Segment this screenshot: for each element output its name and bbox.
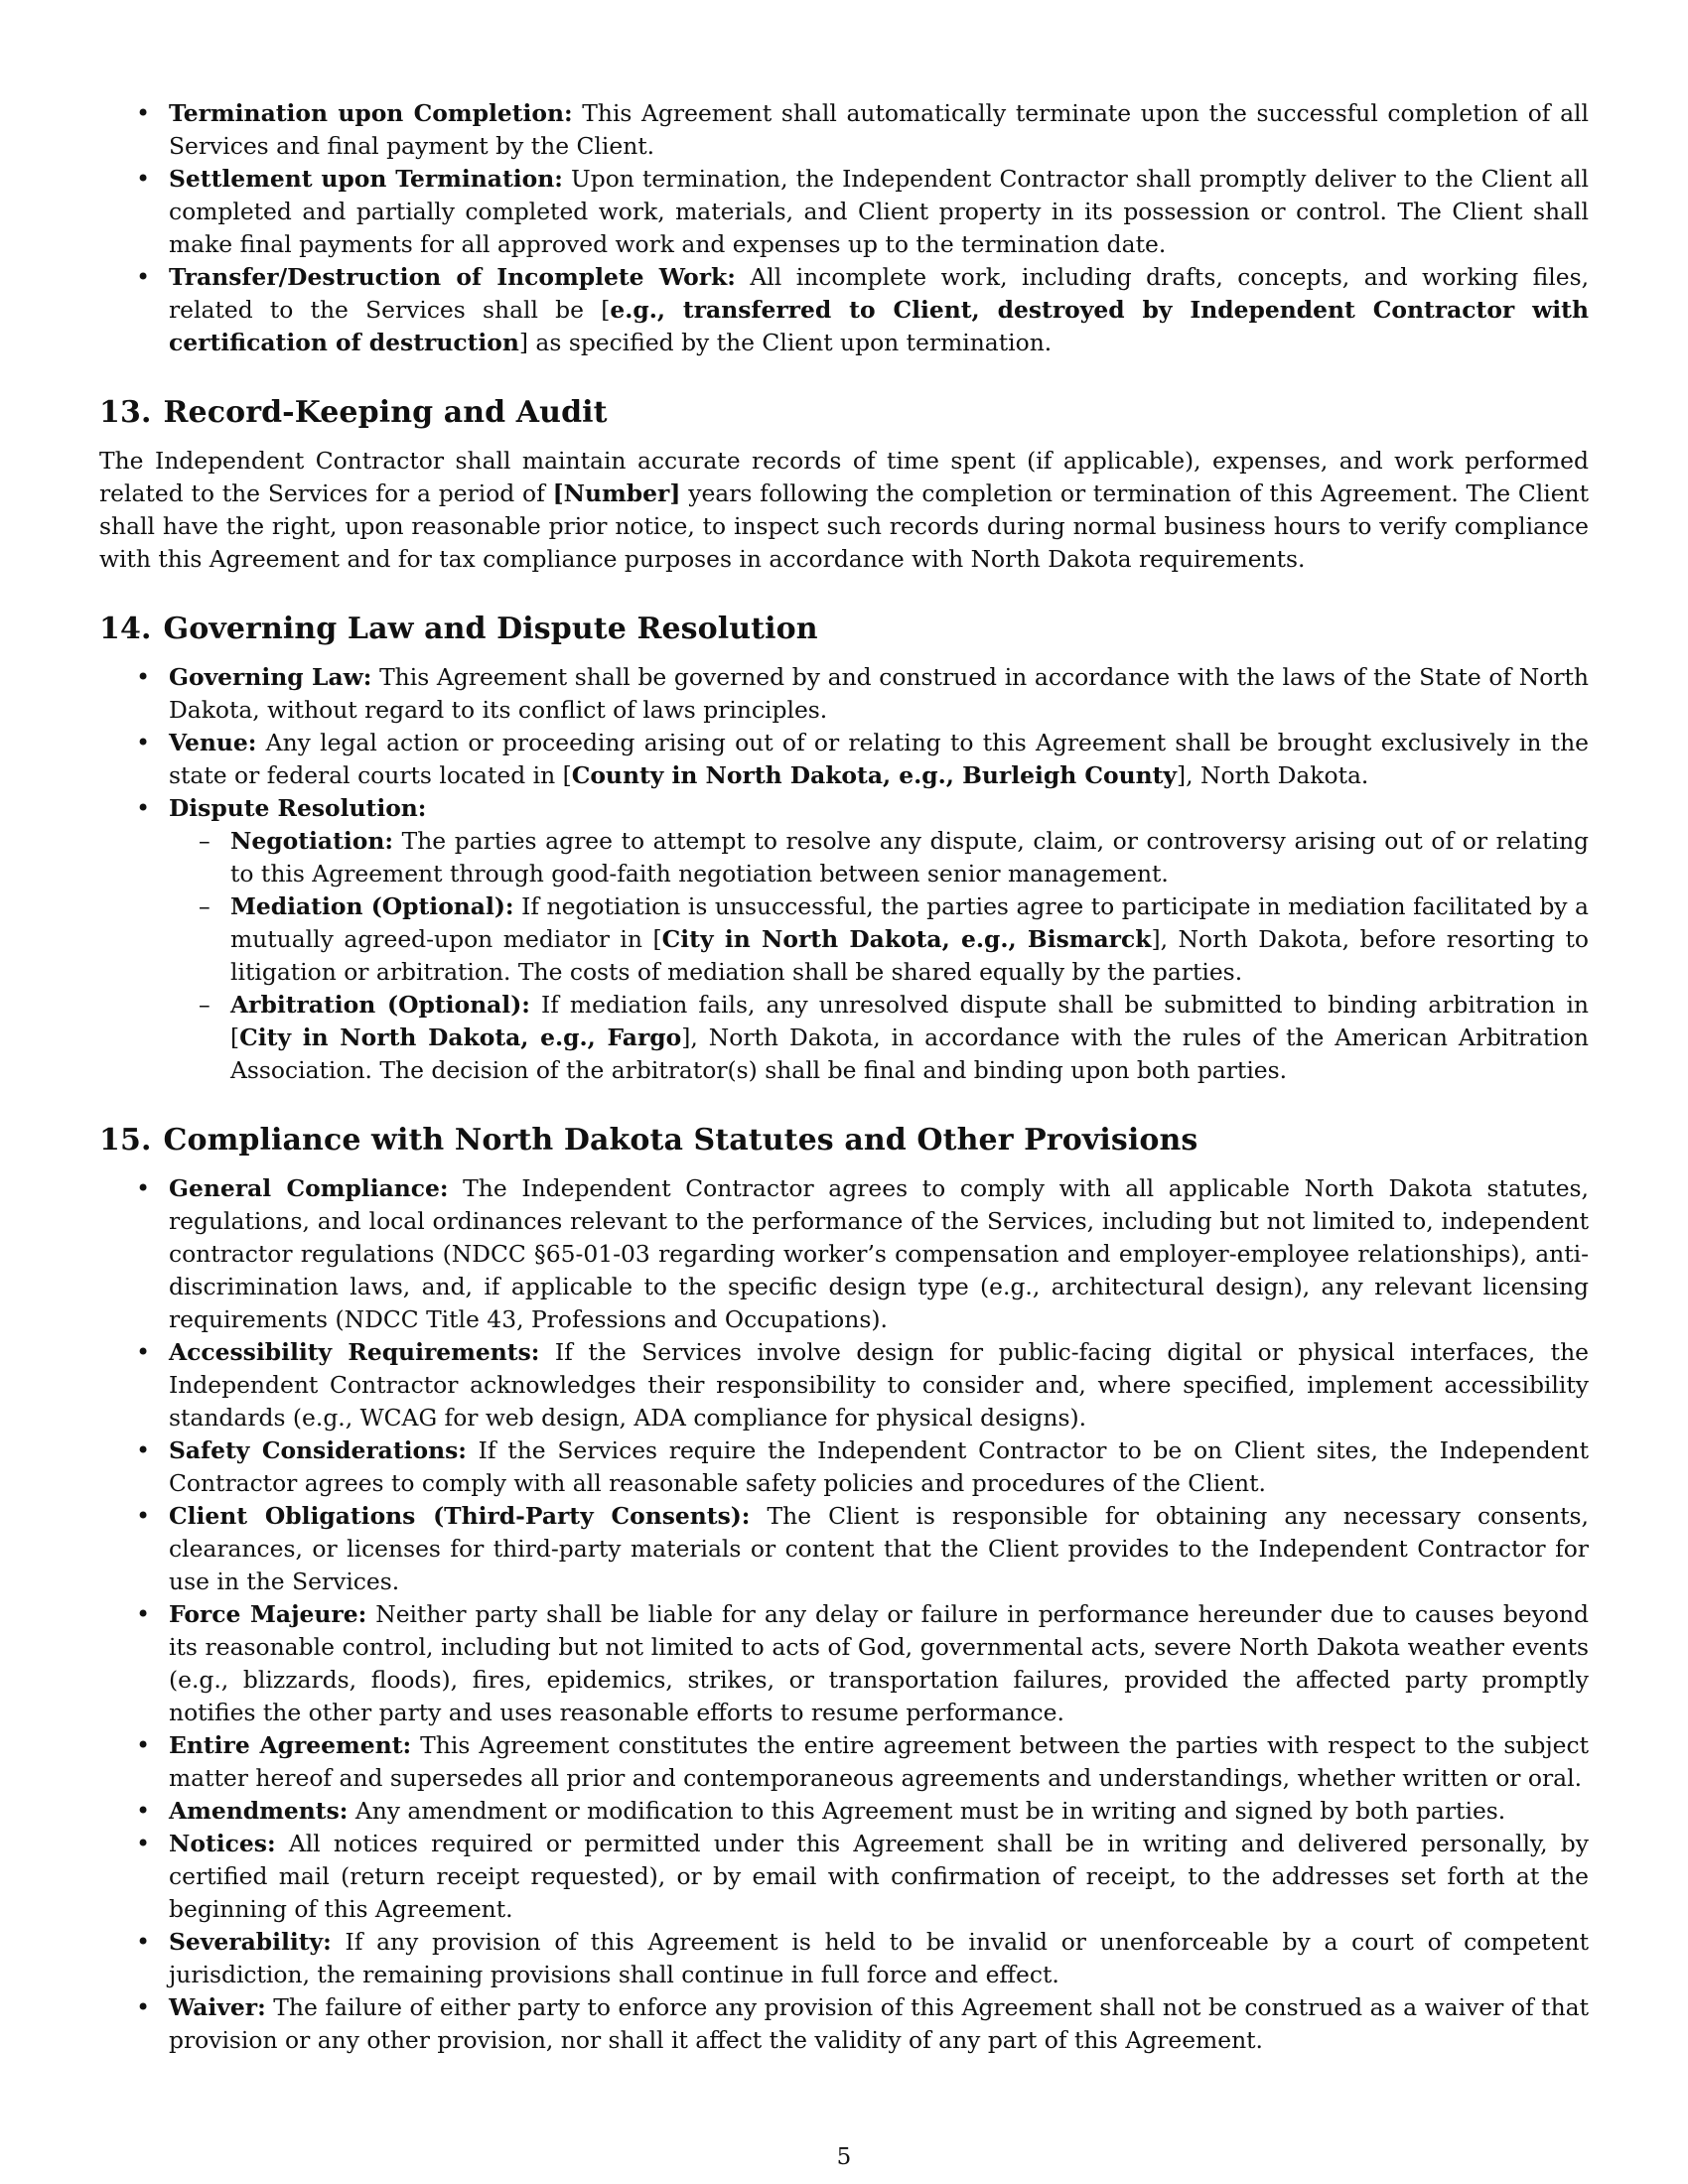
- section-title: Governing Law and Dispute Resolution: [163, 612, 818, 646]
- item-text: The failure of either party to enforce any provision of this Agreement shall not be construed as a waiver of that provision or any other provision, nor shall it affect the validity of any part of this Agreement.: [169, 1993, 1589, 2054]
- section-number: 15.: [99, 1123, 152, 1158]
- item-term: Entire Agreement:: [169, 1731, 412, 1759]
- item-text: If the Services require the Independent Contractor to be on Client sites, the Independent Contractor agrees to comply with all reasonable safety policies and procedures of the Client.: [169, 1436, 1589, 1497]
- section-14-heading: [99, 612, 1589, 647]
- item-text: If any provision of this Agreement is held to be invalid or unenforceable by a court of competent jurisdiction, the remaining provisions shall continue in full force and effect.: [169, 1928, 1589, 1988]
- item-text-after: ] as specified by the Client upon termination.: [518, 329, 1053, 356]
- item-term: Client Obligations (Third-Party Consents):: [169, 1502, 751, 1530]
- paragraph-placeholder: [Number]: [552, 479, 681, 507]
- list-item: [99, 727, 1589, 792]
- item-text: All notices required or permitted under this Agreement shall be in writing and delivered personally, by certified mail (return receipt requested), or by email with confirmation of receipt, to the addresses set forth at the beginning of this Agreement.: [169, 1830, 1589, 1923]
- item-text: The Independent Contractor agrees to comply with all applicable North Dakota statutes, regulations, and local ordinances relevant to the performance of the Services, including but not limited to, independent contractor regulations (NDCC §65-01-03 regarding worker’s compensation and employer-employee relationships), anti-discrimination laws, and, if applicable to the specific design type (e.g., architectural design), any relevant licensing requirements (NDCC Title 43, Professions and Occupations).: [169, 1174, 1589, 1333]
- section-15-heading: [99, 1123, 1589, 1159]
- item-term: Force Majeure:: [169, 1600, 367, 1628]
- section-number: 13.: [99, 395, 152, 430]
- item-text: The Client is responsible for obtaining any necessary consents, clearances, or licenses for third-party materials or content that the Client provides to the Independent Contractor for use in the Services.: [169, 1502, 1589, 1595]
- item-text-after: ], North Dakota.: [1176, 761, 1369, 789]
- item-text: Upon termination, the Independent Contractor shall promptly deliver to the Client all completed and partially completed work, materials, and Client property in its possession or control. The Client shall make final payments for all approved work and expenses up to the termination date.: [169, 165, 1589, 258]
- item-text: Any legal action or proceeding arising out of or relating to this Agreement shall be brought exclusively in the state or federal courts located in [: [169, 729, 1589, 789]
- list-item: [99, 792, 1589, 1087]
- page-number: 5: [836, 2144, 852, 2170]
- item-term: Amendments:: [169, 1797, 349, 1825]
- item-term: Negotiation:: [230, 827, 393, 855]
- item-text: The parties agree to attempt to resolve any dispute, claim, or controversy arising out of or relating to this Agreement through good-faith negotiation between senior management.: [230, 827, 1589, 887]
- item-text: All incomplete work, including drafts, concepts, and working files, related to the Services shall be [: [169, 263, 1590, 324]
- section-title: Compliance with North Dakota Statutes and Other Provisions: [163, 1123, 1198, 1158]
- list-item: [99, 1795, 1589, 1828]
- list-item: [99, 1500, 1589, 1598]
- item-placeholder: County in North Dakota, e.g., Burleigh County: [571, 761, 1177, 789]
- list-item: [99, 1172, 1589, 1336]
- document-page: [99, 97, 1589, 2057]
- item-text: This Agreement shall be governed by and construed in accordance with the laws of the State of North Dakota, without regard to its conflict of laws principles.: [169, 663, 1589, 724]
- item-term: Dispute Resolution:: [169, 794, 427, 822]
- item-term: Settlement upon Termination:: [169, 165, 563, 193]
- item-term: Waiver:: [169, 1993, 266, 2021]
- list-item: [99, 1828, 1589, 1926]
- item-term: Termination upon Completion:: [169, 99, 573, 127]
- item-term: Safety Considerations:: [169, 1436, 467, 1464]
- sublist-item: [169, 890, 1589, 989]
- list-item: [99, 1991, 1589, 2057]
- list-item: [99, 1598, 1589, 1729]
- list-item: [99, 661, 1589, 727]
- item-term: Transfer/Destruction of Incomplete Work:: [169, 263, 736, 291]
- list-item: [99, 1336, 1589, 1434]
- item-term: Severability:: [169, 1928, 332, 1956]
- item-text: If negotiation is unsuccessful, the parties agree to participate in mediation facilitated by a mutually agreed-upon mediator in [: [230, 892, 1589, 953]
- item-text: If the Services involve design for public-facing digital or physical interfaces, the Independent Contractor acknowledges their responsibility to consider and, where specified, implement accessibility standards (e.g., WCAG for web design, ADA compliance for physical designs).: [169, 1338, 1589, 1432]
- item-term: Governing Law:: [169, 663, 372, 691]
- termination-list: [99, 97, 1589, 359]
- section-15-list: [99, 1172, 1589, 2057]
- list-item: [99, 97, 1589, 163]
- item-text: Any amendment or modification to this Agreement must be in writing and signed by both parties.: [348, 1797, 1506, 1825]
- item-text-after: ], North Dakota, in accordance with the rules of the American Arbitration Association. The decision of the arbitrator(s) shall be final and binding upon both parties.: [230, 1024, 1589, 1084]
- item-term: Arbitration (Optional):: [230, 991, 530, 1019]
- section-13-paragraph: [99, 445, 1589, 576]
- item-text: If mediation fails, any unresolved dispute shall be submitted to binding arbitration in [: [230, 991, 1589, 1051]
- item-placeholder: e.g., transferred to Client, destroyed by Independent Contractor with certification of destruction: [169, 296, 1589, 356]
- list-item: [99, 163, 1589, 261]
- section-13-heading: [99, 395, 1589, 431]
- section-title: Record-Keeping and Audit: [163, 395, 608, 430]
- item-placeholder: City in North Dakota, e.g., Fargo: [239, 1024, 682, 1051]
- dispute-sublist: [169, 825, 1589, 1087]
- item-text-after: ], North Dakota, before resorting to litigation or arbitration. The costs of mediation shall be shared equally by the parties.: [230, 925, 1589, 986]
- item-term: General Compliance:: [169, 1174, 449, 1202]
- sublist-item: [169, 825, 1589, 890]
- paragraph-text-after: years following the completion or termination of this Agreement. The Client shall have the right, upon reasonable prior notice, to inspect such records during normal business hours to verify compliance with this Agreement and for tax compliance purposes in accordance with North Dakota requirements.: [99, 479, 1590, 573]
- section-number: 14.: [99, 612, 152, 646]
- list-item: [99, 1434, 1589, 1500]
- section-14-list: [99, 661, 1589, 1087]
- item-placeholder: City in North Dakota, e.g., Bismarck: [661, 925, 1152, 953]
- item-term: Mediation (Optional):: [230, 892, 514, 920]
- item-text: This Agreement shall automatically terminate upon the successful completion of all Services and final payment by the Client.: [169, 99, 1589, 160]
- sublist-item: [169, 989, 1589, 1087]
- item-text: This Agreement constitutes the entire agreement between the parties with respect to the subject matter hereof and supersedes all prior and contemporaneous agreements and understandings, whether written or oral.: [169, 1731, 1589, 1792]
- list-item: [99, 1926, 1589, 1991]
- item-term: Accessibility Requirements:: [169, 1338, 540, 1366]
- item-term: Notices:: [169, 1830, 276, 1857]
- list-item: [99, 1729, 1589, 1795]
- item-term: Venue:: [169, 729, 257, 756]
- paragraph-text: The Independent Contractor shall maintain accurate records of time spent (if applicable), expenses, and work performed related to the Services for a period of: [99, 447, 1589, 507]
- item-text: Neither party shall be liable for any delay or failure in performance hereunder due to causes beyond its reasonable control, including but not limited to acts of God, governmental acts, severe North Dakota weather events (e.g., blizzards, floods), fires, epidemics, strikes, or transportation failures, provided the affected party promptly notifies the other party and uses reasonable efforts to resume performance.: [169, 1600, 1590, 1726]
- list-item: [99, 261, 1589, 359]
